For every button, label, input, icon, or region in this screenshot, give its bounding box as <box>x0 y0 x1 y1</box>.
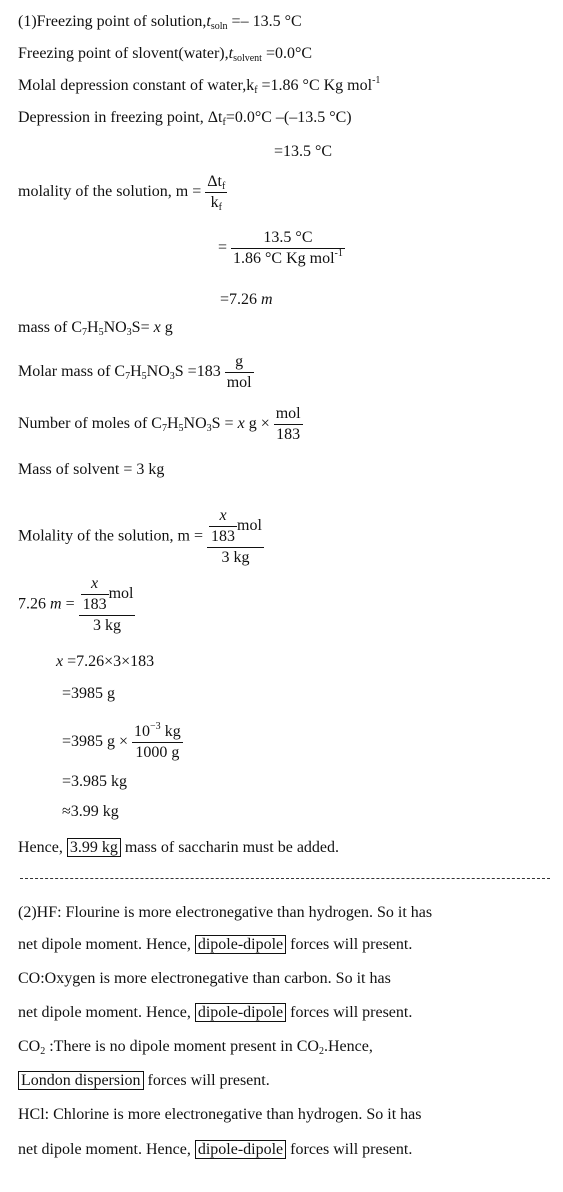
line-molality-equation: 7.26 m = $\frac{x}{183}$ mol 3 kg <box>18 575 134 634</box>
line-molality-result <box>220 290 273 310</box>
fraction <box>207 506 264 568</box>
value: =13.5 °C <box>274 143 333 160</box>
denominator: 183 <box>274 424 303 445</box>
line-co2: $CO_2$ :There is no dipole moment present in $CO_2.Hence$, <box>18 1038 373 1057</box>
fraction <box>274 404 303 445</box>
numerator: $\frac{x}{183}$ mol <box>211 507 262 545</box>
subscript: solvent <box>233 53 262 64</box>
line-molality-substitution <box>218 228 345 269</box>
line-hcl: HCl: Chlorine is more electronegative than hydrogen. So it has <box>18 1106 422 1123</box>
line-3985kg: =3.985 kg <box>62 773 128 790</box>
line-molar-mass: Molar mass of $C_7H_5NO_3S =183$ $\frac{g}{\text{mol}}$ <box>18 353 252 391</box>
line-hcl-result: net dipole moment. Hence, dipole-dipole forces will present. <box>18 1141 413 1158</box>
value: =7.26 <box>220 291 262 308</box>
answer-box: dipole-dipole <box>195 1140 286 1159</box>
line-mass-solvent <box>18 460 164 480</box>
answer-box: dipole-dipole <box>195 1003 286 1022</box>
numerator: $\frac{x}{183}$ mol <box>82 575 134 613</box>
inner-fraction: $\frac{x}{183}$ <box>82 575 107 613</box>
fraction <box>225 352 254 393</box>
fraction <box>231 228 345 269</box>
line-freezing-point-solution <box>18 12 302 32</box>
fraction <box>79 574 136 636</box>
answer-box: London dispersion <box>18 1071 144 1090</box>
line-hf: (2)HF: Flourine is more electronegative than hydrogen. So it has <box>18 904 433 921</box>
value: =0.0°C <box>261 45 313 62</box>
numerator: g <box>235 353 244 370</box>
line-molality-expression: Molality of the solution, m = $\frac{x}{183}$ mol 3 kg <box>18 507 262 566</box>
value: =1.86 °C Kg mol <box>257 77 373 94</box>
label: Depression in freezing point, Δt <box>18 109 223 126</box>
unit: m <box>261 291 273 308</box>
line-co2-result: London dispersion forces will present. <box>18 1071 270 1091</box>
subscript: f <box>254 85 258 96</box>
line-molality-formula <box>18 172 227 213</box>
line-depression <box>18 108 352 128</box>
line-convert-kg: =3985 g × $\frac{10^{-3} kg}{1000 g}$ <box>62 721 181 761</box>
denominator: mol <box>226 374 252 391</box>
inner-fraction: $\frac{x}{183}$ <box>211 507 236 545</box>
denominator: 3 kg <box>79 615 136 636</box>
numerator: $\Delta t_f$ <box>207 173 226 192</box>
answer-box: 3.99 kg <box>67 838 121 857</box>
line-hf-result: net dipole moment. Hence, dipole-dipole forces will present. <box>18 936 413 953</box>
line-co-result: net dipole moment. Hence, dipole-dipole forces will present. <box>18 1004 413 1021</box>
denominator: 1000 g <box>132 742 183 763</box>
label: Molal depression constant of water,k <box>18 77 255 94</box>
line-depression-result <box>274 142 332 162</box>
value: =0.0°C –(–13.5 °C) <box>225 109 352 126</box>
line-mass-saccharin: mass of $C_7H_5NO_3S= x$ g <box>18 319 173 338</box>
symbol-t: t <box>206 13 211 30</box>
line-freezing-point-solvent <box>18 44 312 64</box>
subscript: soln <box>210 21 228 32</box>
line-x-calc: x =7.26×3×183 <box>56 653 155 670</box>
text: Mass of solvent = 3 kg <box>18 461 165 478</box>
numerator: $10^{-3}$ kg <box>134 721 181 740</box>
separator-line <box>20 878 550 879</box>
label: (1)Freezing point of solution, <box>18 13 207 30</box>
symbol-t: t <box>228 45 234 62</box>
fraction <box>205 172 227 213</box>
line-molal-constant <box>18 76 380 96</box>
label: Freezing point of slovent(water), <box>18 45 229 62</box>
subscript: f <box>222 117 226 128</box>
line-3985g: =3985 g <box>62 685 116 702</box>
denominator: $k_f$ <box>205 192 227 213</box>
superscript: -1 <box>372 75 381 86</box>
line-approx: ≈3.99 kg <box>62 803 119 820</box>
answer-box: dipole-dipole <box>195 935 286 954</box>
value: =– 13.5 °C <box>227 13 302 30</box>
numerator: 13.5 °C <box>263 229 313 246</box>
label: molality of the solution, m = <box>18 183 202 201</box>
denominator: 3 kg <box>207 547 264 568</box>
fraction <box>132 722 183 763</box>
line-number-of-moles: Number of moles of $C_7H_5NO_3S = x$ g × $\frac{\text{mol}}{183}$ <box>18 405 301 443</box>
numerator: mol <box>275 405 301 422</box>
line-co: CO:Oxygen is more electronegative than carbon. So it has <box>18 970 391 987</box>
denominator: 1.86 °C Kg mol$^{-1}$ <box>233 248 343 267</box>
line-answer: Hence, 3.99 kg mass of saccharin must be added. <box>18 839 340 856</box>
equals: = <box>218 239 228 257</box>
